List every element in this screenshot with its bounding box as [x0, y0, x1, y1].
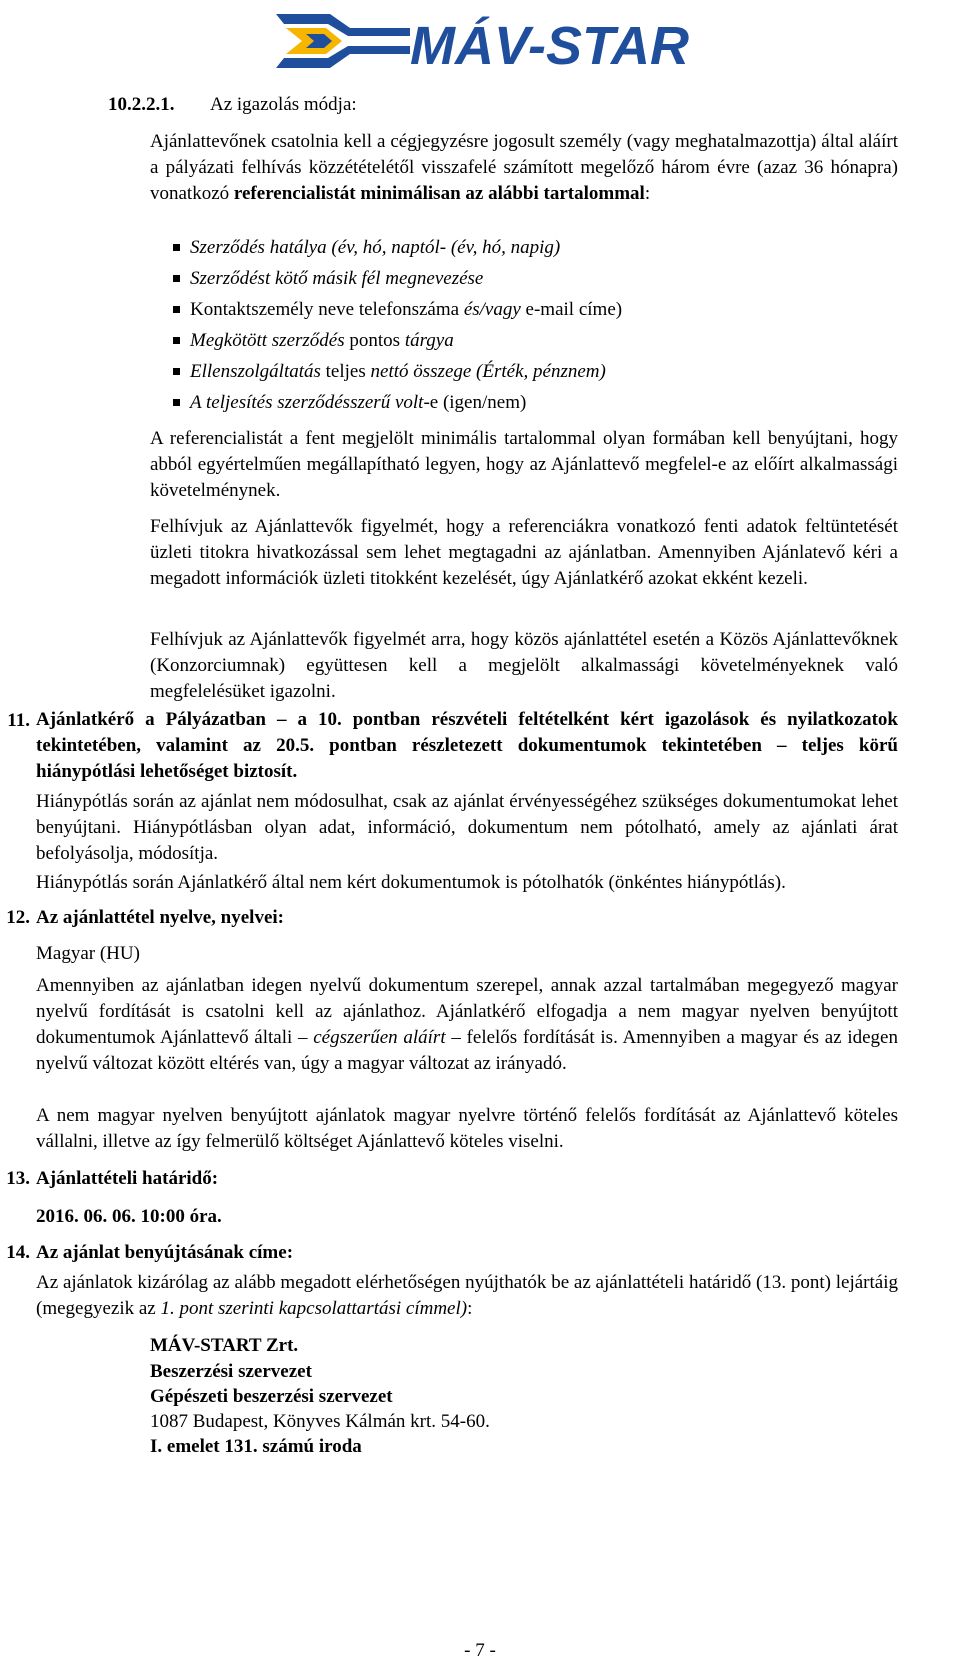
- address-subdept: Gépészeti beszerzési szervezet: [150, 1386, 393, 1407]
- list-item: A teljesítés szerződésszerű volt-e (igen/nem): [190, 390, 526, 416]
- logo-emblem-icon: [276, 14, 410, 68]
- list-item: Szerződést kötő másik fél megnevezése: [190, 266, 483, 292]
- paragraph: Hiánypótlás során az ajánlat nem módosulhat, csak az ajánlat érvényességéhez szükséges dokumentumokat lehet benyújtani. Hiánypótlásban olyan adat, információ, dokumentum nem pótolható, amely az ajánlati árat befolyásolja, módosítja.: [36, 791, 898, 864]
- paragraph: Hiánypótlás során Ajánlatkérő által nem kért dokumentumok is pótolhatók (önkéntes hiánypótlás).: [36, 872, 786, 893]
- paragraph: Az ajánlatok kizárólag az alább megadott elérhetőségen nyújthatók be az ajánlattételi határidő (13. pont) lejártáig (megegyezik az 1. pont szerinti kapcsolattartási címmel):: [36, 1272, 898, 1319]
- section-number: 10.2.2.1.: [108, 94, 175, 115]
- list-item: Ellenszolgáltatás teljes nettó összege (Érték, pénznem): [190, 359, 606, 385]
- paragraph: Amennyiben az ajánlatban idegen nyelvű dokumentum szerepel, annak azzal tartalmában megegyező magyar nyelvű fordítását is csatolni kell az ajánlathoz. Ajánlatkérő elfogadja a nem magyar nyelven benyújtott dokumentumok Ajánlattevő általi – cégszerűen aláírt – felelős fordítását is. Amennyiben a magyar és az idegen nyelvű változat között eltérés van, úgy a magyar változat az irányadó.: [36, 975, 898, 1074]
- logo-wordmark: MÁV-START: [410, 16, 690, 76]
- section-number: 14.: [6, 1242, 30, 1263]
- list-item: Szerződés hatálya (év, hó, naptól- (év, hó, napig): [190, 235, 560, 261]
- page-number: - 7 -: [464, 1640, 496, 1661]
- address-dept: Beszerzési szervezet: [150, 1361, 312, 1382]
- paragraph: Felhívjuk az Ajánlattevők figyelmét arra, hogy közös ajánlattétel esetén a Közös Ajánlattevőknek (Konzorciumnak) együttesen kell a megjelölt alkalmassági követelményeknek való megfelelésüket igazolni.: [150, 629, 898, 702]
- language-value: Magyar (HU): [36, 943, 140, 964]
- section-title: Az ajánlat benyújtásának címe:: [36, 1242, 294, 1263]
- section-title: Az ajánlattétel nyelve, nyelvei:: [36, 907, 284, 928]
- deadline-value: 2016. 06. 06. 10:00 óra.: [36, 1206, 222, 1227]
- address-company: MÁV-START Zrt.: [150, 1335, 299, 1356]
- list-item: Megkötött szerződés pontos tárgya: [190, 328, 454, 354]
- paragraph: Felhívjuk az Ajánlattevők figyelmét, hogy a referenciákra vonatkozó fenti adatok feltüntetését üzleti titokra hivatkozással sem lehet megtagadni az ajánlatban. Amennyiben Ajánlatevő kéri a megadott információk üzleti titokként kezelését, úgy Ajánlatkérő azokat ekként kezeli.: [150, 516, 898, 589]
- mav-start-logo: [270, 6, 690, 76]
- referencelist-paragraph: Ajánlattevőnek csatolnia kell a cégjegyzésre jogosult személy (vagy meghatalmazottja) által aláírt a pályázati felhívás közzétételétől visszafelé számított megelőző három évre (azaz 36 hónapra) vonatkozó referencialistát minimálisan az alábbi tartalommal:: [150, 131, 898, 204]
- address-street: 1087 Budapest, Könyves Kálmán krt. 54-60.: [150, 1411, 490, 1432]
- paragraph: A referencialistát a fent megjelölt minimális tartalommal olyan formában kell benyújtani, hogy abból egyértelműen megállapítható legyen, hogy az Ajánlattevő megfelel-e az előírt alkalmassági követelménynek.: [150, 428, 898, 501]
- section-title: Ajánlattételi határidő:: [36, 1168, 219, 1189]
- section-title: Ajánlatkérő a Pályázatban – a 10. pontban részvételi feltételként kért igazolások és nyilatkozatok tekintetében, valamint az 20.5. pontban részletezett dokumentumok tekintetében – teljes körű hiánypótlási lehetőséget biztosít.: [36, 709, 898, 782]
- list-item: Kontaktszemély neve telefonszáma és/vagy e-mail címe): [190, 297, 622, 323]
- section-number: 13.: [6, 1168, 30, 1189]
- section-number: 11.: [7, 710, 30, 731]
- logo-graphic: [270, 6, 690, 76]
- section-title: Az igazolás módja:: [210, 94, 357, 115]
- paragraph: A nem magyar nyelven benyújtott ajánlatok magyar nyelvre történő felelős fordítását az Ajánlattevő köteles vállalni, illetve az így felmerülő költséget Ajánlattevő köteles viselni.: [36, 1105, 898, 1152]
- address-room: I. emelet 131. számú iroda: [150, 1436, 362, 1457]
- section-number: 12.: [6, 907, 30, 928]
